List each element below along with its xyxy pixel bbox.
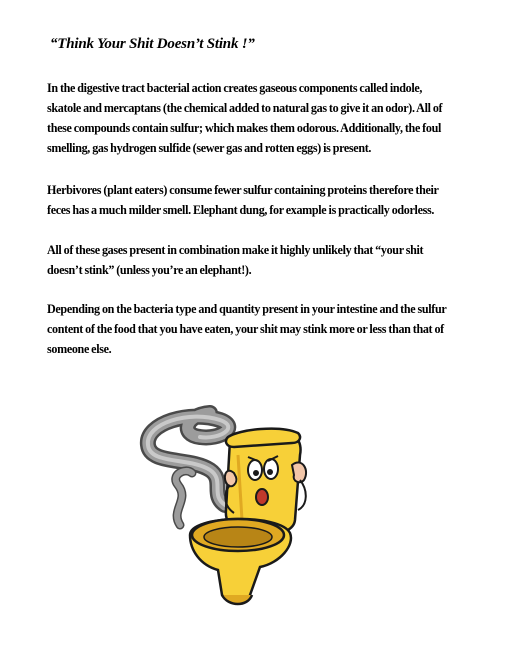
- stink-cloud-icon: [148, 413, 228, 525]
- paragraph-4: Depending on the bacteria type and quantity present in your intestine and the sulfur content of the food that you have eaten, your shit may stink more or less than that of someone else.: [47, 302, 447, 356]
- paragraph-1: In the digestive tract bacterial action creates gaseous components called indole, skatole and mercaptans (the chemical added to natural gas to give it an odor). All of these compounds contain sulfur; which makes them odorous. Additionally, the foul smelling, gas hydrogen sulfide (sewer gas and rotten eggs) is present.: [47, 81, 443, 155]
- paragraph-2: Herbivores (plant eaters) consume fewer sulfur containing proteins therefore their feces has a much milder smell. Elephant dung, for example is practically odorless.: [47, 183, 439, 217]
- toilet-cartoon-illustration: [130, 385, 330, 610]
- paragraph-3: All of these gases present in combination make it highly unlikely that “your shit doesn’t stink” (unless you’re an elephant!).: [47, 243, 424, 277]
- toilet-bowl: [190, 519, 291, 604]
- document-title: “Think Your Shit Doesn’t Stink !”: [50, 36, 255, 52]
